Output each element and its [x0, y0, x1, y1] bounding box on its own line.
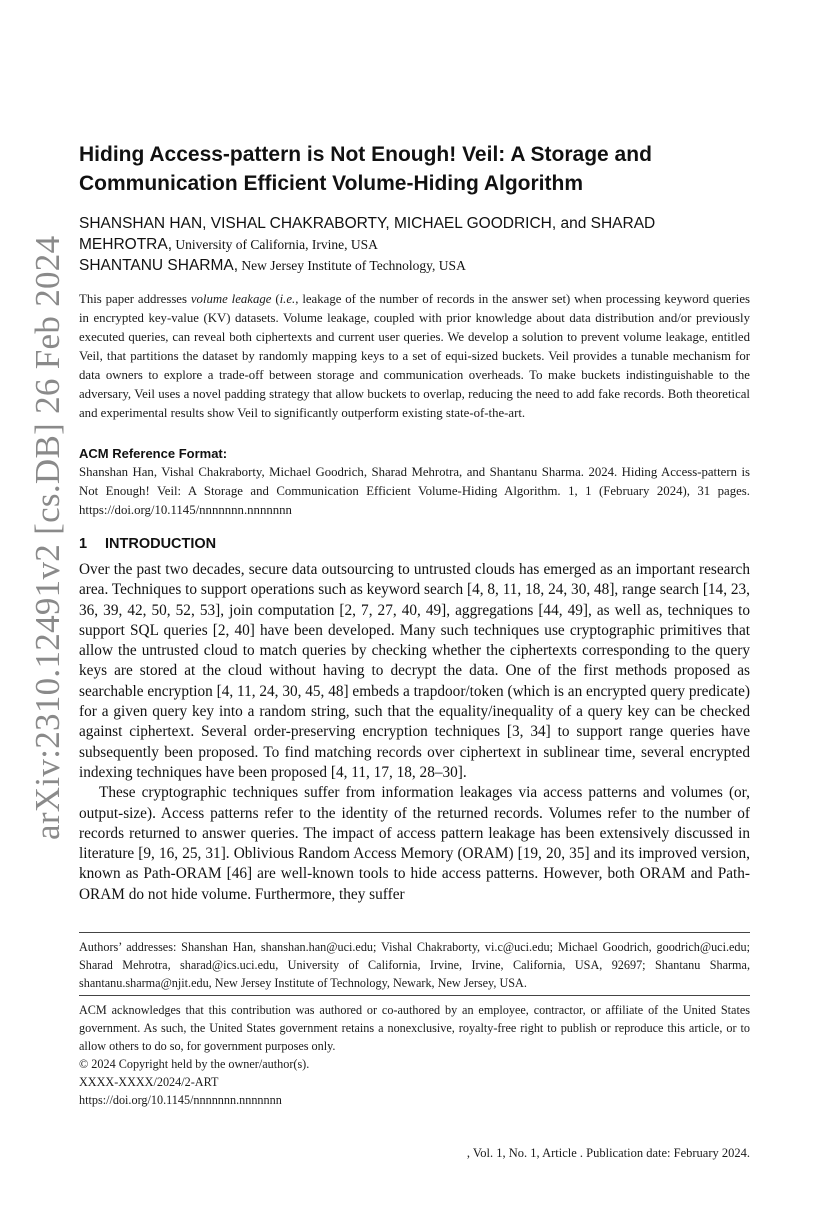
authors-addresses-footnote: Authors’ addresses: Shanshan Han, shanshan.han@uci.edu; Vishal Chakraborty, vi.c@uci.edu; Michael Goodrich, goodrich@uci.edu; Sharad Mehrotra, sharad@ics.uci.edu, University of California, Irvine, Irvine, California, USA, 92697; Shantanu Sharma, shantanu.sharma@njit.edu, New Jersey Institute of Technology, Newark, New Jersey, USA. — [79, 940, 750, 990]
paragraph-2: These cryptographic techniques suffer from information leakages via access patterns and volumes (or, output-size). Access patterns refer to the identity of the returned records. Volumes refer to the number of records returned to answer queries. The impact of access pattern leakage has been extensively discussed in literature [9, 16, 25, 31]. Oblivious Random Access Memory (ORAM) [19, 20, 35] and its improved version, known as Path-ORAM [46] are well-known tools to hide access patterns. However, both ORAM and Path-ORAM do not hide volume. Furthermore, they suffer — [79, 784, 750, 903]
section-title: INTRODUCTION — [105, 536, 217, 552]
author-line-3 — [79, 255, 769, 276]
author-block — [79, 213, 769, 276]
doi-link[interactable]: https://doi.org/10.1145/nnnnnnn.nnnnnnn — [79, 1093, 282, 1107]
section-number: 1 — [79, 536, 88, 552]
author-name-3: SHANTANU SHARMA, — [79, 257, 239, 274]
reference-format-heading: ACM Reference Format: — [79, 446, 228, 461]
abstract-text-3: , leakage of the number of records in the answer set) when processing keyword queries in encrypted key-value (KV) datasets. Volume leakage, coupled with prior knowledge about data distribution and/or previously executed queries, can reveal both ciphertexts and current user queries. We develop a solution to prevent volume leakage, entitled Veil, that partitions the dataset by randomly mapping keys to a set of equi-sized buckets. Veil provides a tunable mechanism for data owners to explore a trade-off between storage and communication overheads. To make buckets indistinguishable to the adversary, Veil uses a novel padding strategy that allow buckets to overlap, reducing the need to add fake records. Both theoretical and experimental results show Veil to significantly outperform existing state-of-the-art. — [79, 292, 750, 420]
abstract-text-2: ( — [271, 292, 280, 306]
abstract-emphasis-1: volume leakage — [190, 292, 272, 306]
title-line-2: Communication Efficient Volume-Hiding Algorithm — [79, 172, 583, 195]
author-line-2 — [79, 234, 769, 255]
acknowledgement-divider — [79, 995, 750, 996]
abstract-emphasis-2: i.e. — [279, 292, 296, 306]
footnote-divider — [79, 932, 750, 933]
arxiv-stamp: arXiv:2310.12491v2 [cs.DB] 26 Feb 2024 — [28, 235, 67, 840]
affiliation-uci: University of California, Irvine, USA — [172, 237, 378, 252]
copyright-line: © 2024 Copyright held by the owner/author(s). — [79, 1057, 310, 1071]
author-names-1: SHANSHAN HAN, VISHAL CHAKRABORTY, MICHAEL GOODRICH, and SHARAD — [79, 215, 656, 232]
paper-title — [79, 140, 769, 198]
title-line-1: Hiding Access-pattern is Not Enough! Veil: A Storage and — [79, 143, 652, 166]
section-heading — [79, 536, 216, 552]
author-names-2: MEHROTRA, — [79, 236, 172, 253]
acknowledgement-text: ACM acknowledges that this contribution was authored or co-authored by an employee, contractor, or affiliate of the United States government. As such, the United States government retains a nonexclusive, royalty-free right to publish or reproduce this article, or to allow others to do so, for government purposes only. — [79, 1003, 750, 1053]
abstract-text-1: This paper addresses — [79, 292, 191, 306]
acknowledgement-block — [79, 1001, 750, 1109]
affiliation-njit: New Jersey Institute of Technology, USA — [238, 258, 466, 273]
article-code: XXXX-XXXX/2024/2-ART — [79, 1075, 219, 1089]
publication-info: , Vol. 1, No. 1, Article . Publication date: February 2024. — [466, 1146, 750, 1160]
abstract — [79, 290, 750, 423]
reference-format-text: Shanshan Han, Vishal Chakraborty, Michael Goodrich, Sharad Mehrotra, and Shantanu Sharma. 2024. Hiding Access-pattern is Not Enough! Veil: A Storage and Communication Efficient Volume-Hiding Algorithm. 1, 1 (February 2024), 31 pages. https://doi.org/10.1145/nnnnnnn.nnnnnnn — [79, 465, 750, 517]
section-body — [79, 560, 750, 905]
paragraph-1: Over the past two decades, secure data outsourcing to untrusted clouds has emerged as an important research area. Techniques to support operations such as keyword search [4, 8, 11, 18, 24, 30, 48], range search [14, 23, 36, 39, 42, 50, 52, 53], join computation [2, 7, 27, 40, 49], aggregations [44, 49], as well as, techniques to support SQL queries [2, 40] have been developed. Many such techniques use cryptographic primitives that allow the untrusted cloud to match queries by checking whether the ciphertexts corresponding to the query keys are stored at the cloud without having to decrypt the data. One of the first methods proposed as searchable encryption [4, 11, 24, 30, 45, 48] embeds a trapdoor/token (which is an encrypted query predicate) for a given query key into a random string, such that the equality/inequality of a query key can be checked against ciphertext. Several order-preserving encryption techniques [3, 34] to support range queries have subsequently been proposed. To find matching records over ciphertext in sublinear time, several encrypted indexing techniques have been proposed [4, 11, 17, 18, 28–30]. — [79, 561, 750, 781]
